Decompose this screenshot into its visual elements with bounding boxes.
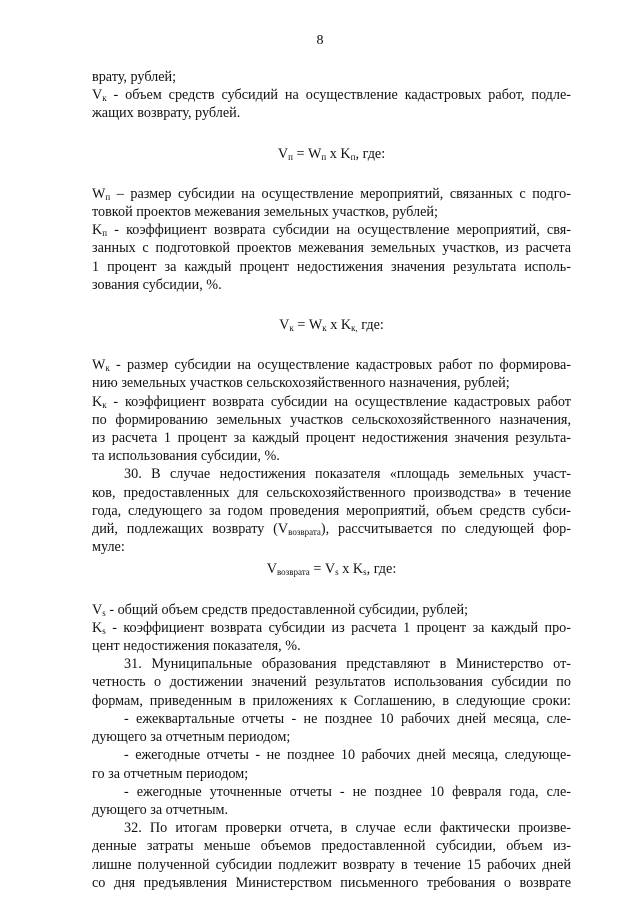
definition-ks: $K_s$ - коэффициент возврата субсидии из расчета 1 процент за каждый про-	[92, 619, 571, 636]
formula-vk: $V_к = W_к$ x $K_{к,}$ где:	[279, 317, 384, 334]
definition-kk: $K_к$ - коэффициент возврата субсидии на осуществление кадастровых работ	[92, 393, 571, 410]
definition-vk: $V_к$ - объем средств субсидий на осуществление кадастровых работ, подле-	[92, 87, 571, 104]
formula-vp: $V_п = W_п$ x $K_п$, где:	[277, 145, 386, 162]
text-line: формам, приведенным в приложениях к Соглашению, в следующие сроки:	[92, 692, 571, 709]
document-body	[92, 68, 571, 892]
text-line: дующего за отчетным.	[92, 801, 229, 818]
text-line: та использования субсидии, %.	[92, 448, 280, 465]
text-line: жащих возврату, рублей.	[92, 105, 241, 122]
paragraph-31: 31. Муниципальные образования представляют в Министерство от-	[124, 656, 571, 673]
text-line: зования субсидии, %.	[92, 276, 222, 293]
text-line: нию земельных участков сельскохозяйственного назначения, рублей;	[92, 375, 510, 392]
text-line: занных с подготовкой проектов межевания земельных участков, из расчета	[92, 240, 571, 257]
text-line: врату, рублей;	[92, 69, 177, 85]
text-line: со дня предъявления Министерством письменного требования о возврате	[92, 874, 571, 891]
formula-v-return: $V_{возврата} = V_s$ x $K_s$, где:	[266, 561, 397, 578]
paragraph-32: 32. По итогам проверки отчета, в случае если фактически произве-	[124, 820, 571, 837]
definition-wk: $W_к$ - размер субсидии на осуществление кадастровых работ по формирова-	[92, 357, 571, 374]
text-line: цент недостижения показателя, %.	[92, 638, 301, 655]
text-line: денные затраты меньше объемов предоставленной субсидии, объем из-	[92, 838, 571, 855]
list-item-annual-revised: - ежегодные уточненные отчеты - не позднее 10 февраля года, сле-	[124, 783, 571, 800]
text-line: муле:	[92, 539, 125, 556]
text-line: четность о достижении значений результатов использования субсидии по	[92, 674, 571, 691]
text-line: дующего за отчетным периодом;	[92, 729, 291, 746]
paragraph-30: 30. В случае недостижения показателя «площадь земельных участ-	[124, 466, 571, 483]
text-line: 1 процент за каждый процент недостижения значения результата исполь-	[92, 258, 571, 275]
text-line: по формированию земельных участков сельскохозяйственного назначения,	[92, 411, 571, 428]
definition-kp: $K_п$ - коэффициент возврата субсидии на осуществление мероприятий, свя-	[92, 222, 571, 239]
text-line: лишне полученной субсидии подлежит возврату в течение 15 рабочих дней	[92, 856, 571, 873]
text-line: го за отчетным периодом;	[92, 765, 249, 782]
list-item-annual: - ежегодные отчеты - не позднее 10 рабочих дней месяца, следующе-	[124, 747, 571, 764]
text-line: из расчета 1 процент за каждый процент недостижения значения результа-	[92, 430, 571, 447]
list-item-quarterly: - ежеквартальные отчеты - не позднее 10 рабочих дней месяца, сле-	[124, 710, 571, 727]
definition-vs: $V_s$ - общий объем средств предоставленной субсидии, рублей;	[92, 601, 469, 618]
text-line: года, следующего за годом проведения мероприятий, объем средств субси-	[92, 502, 571, 519]
page-number: 8	[316, 33, 324, 48]
text-line: ков, предоставленных для сельскохозяйственного производства» в течение	[92, 484, 571, 501]
definition-wp: $W_п$ – размер субсидии на осуществление мероприятий, связанных с подго-	[92, 185, 571, 202]
text-line: товкой проектов межевания земельных участков, рублей;	[92, 204, 438, 221]
text-line: дий, подлежащих возврату $(V_{возврата})$, рассчитывается по следующей фор-	[92, 521, 571, 538]
